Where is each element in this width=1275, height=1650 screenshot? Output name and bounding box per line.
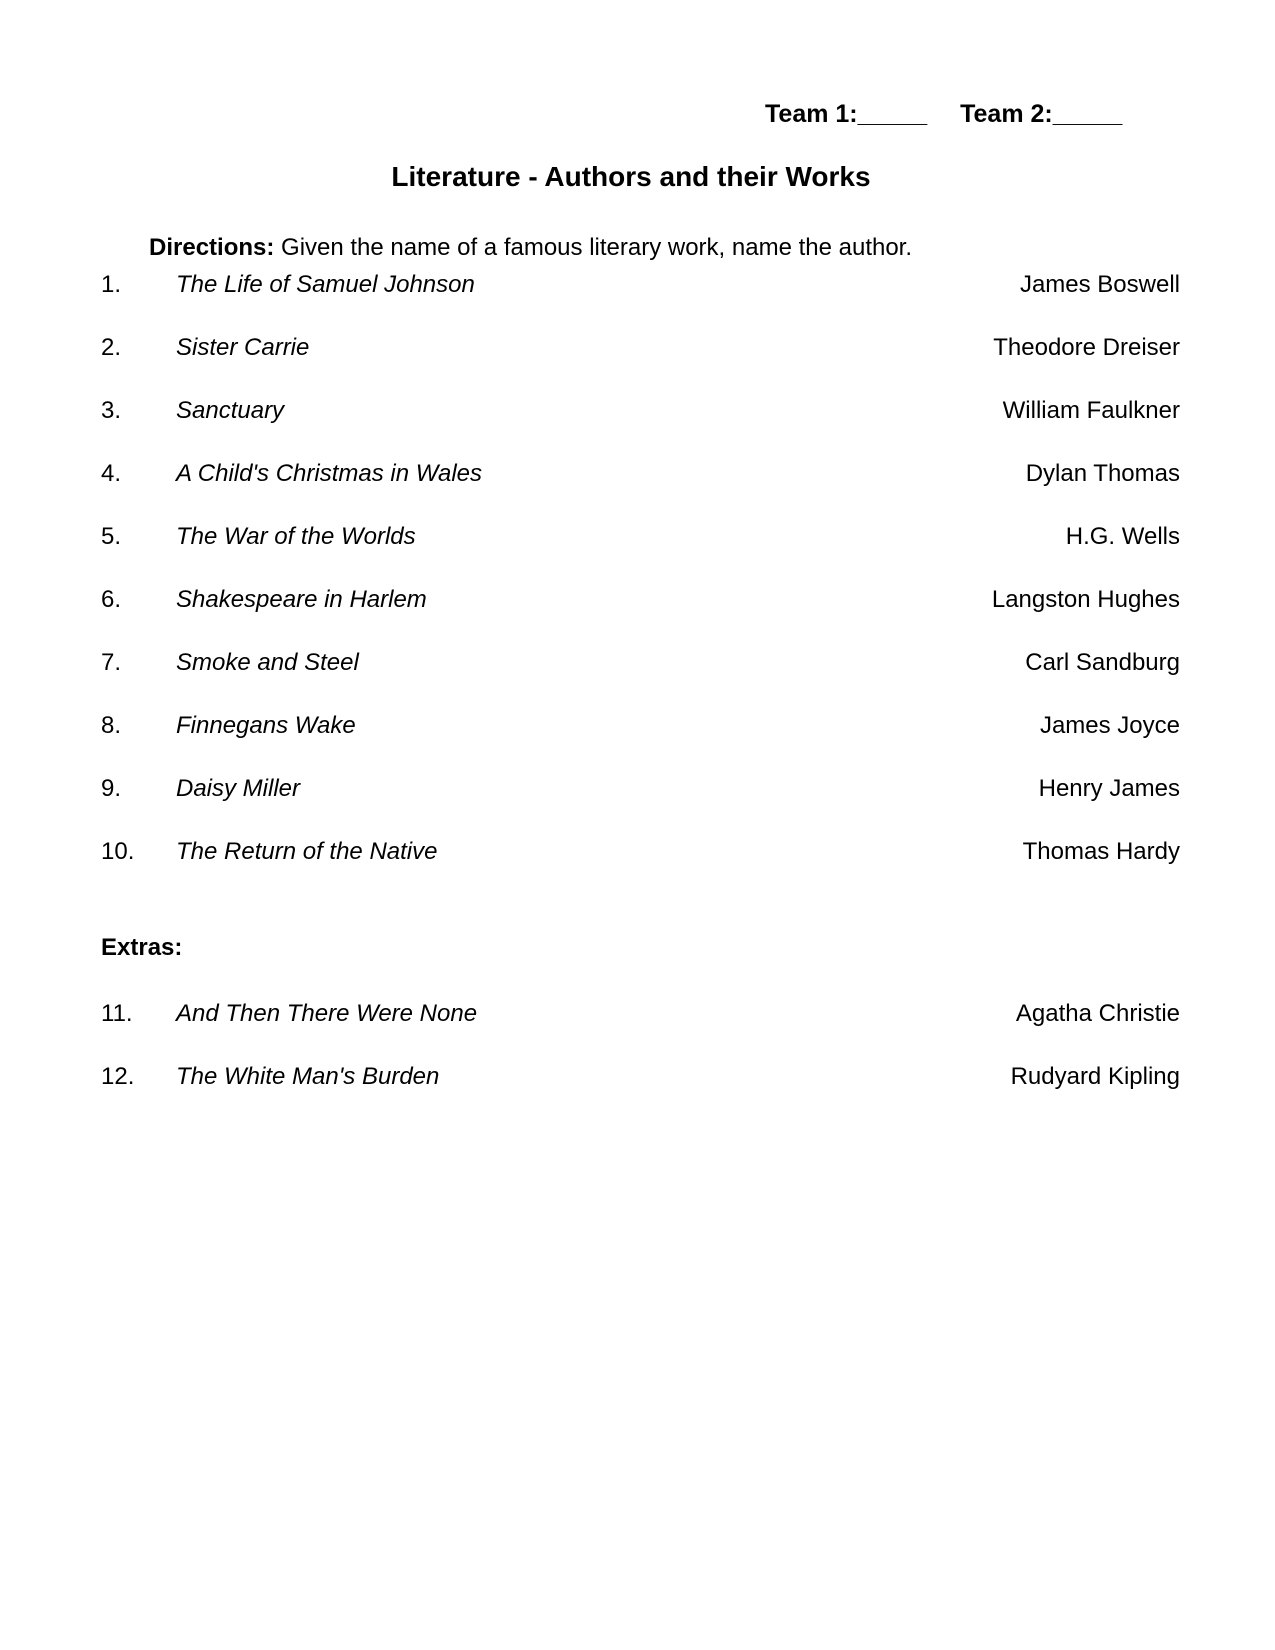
question-row: [101, 712, 1180, 746]
work-title: And Then There Were None: [176, 1000, 478, 1027]
work-title: Shakespeare in Harlem: [176, 586, 427, 613]
question-row: [101, 775, 1180, 809]
question-row: [101, 649, 1180, 683]
team-2-label: Team 2:_____: [960, 100, 1123, 128]
question-row: [101, 334, 1180, 368]
question-row: [101, 838, 1180, 872]
question-number: 8.: [101, 712, 122, 739]
work-title: Sanctuary: [176, 397, 285, 424]
extra-question-row: [101, 1063, 1180, 1097]
question-number: 1.: [101, 271, 122, 298]
question-number: 12.: [101, 1063, 135, 1090]
question-row: [101, 586, 1180, 620]
question-number: 11.: [101, 1000, 133, 1027]
author-answer: Langston Hughes: [991, 586, 1180, 613]
team-score-header: [765, 100, 1122, 129]
author-answer: Rudyard Kipling: [1010, 1063, 1180, 1090]
question-number: 3.: [101, 397, 122, 424]
work-title: Finnegans Wake: [176, 712, 356, 739]
directions: [149, 234, 912, 262]
work-title: The Life of Samuel Johnson: [176, 271, 475, 298]
author-answer: Carl Sandburg: [1025, 649, 1180, 676]
work-title: The White Man's Burden: [176, 1063, 440, 1090]
author-answer: William Faulkner: [1002, 397, 1180, 424]
page-title: Literature - Authors and their Works: [391, 161, 871, 192]
author-answer: Thomas Hardy: [1022, 838, 1180, 865]
author-answer: Theodore Dreiser: [993, 334, 1180, 361]
question-row: [101, 397, 1180, 431]
work-title: Sister Carrie: [176, 334, 310, 361]
author-answer: Agatha Christie: [1015, 1000, 1180, 1027]
question-number: 10.: [101, 838, 135, 865]
question-number: 7.: [101, 649, 122, 676]
author-answer: Dylan Thomas: [1025, 460, 1180, 487]
question-row: [101, 460, 1180, 494]
work-title: Smoke and Steel: [176, 649, 359, 676]
question-row: [101, 271, 1180, 305]
work-title: Daisy Miller: [176, 775, 301, 802]
question-number: 4.: [101, 460, 122, 487]
question-number: 6.: [101, 586, 122, 613]
question-number: 5.: [101, 523, 122, 550]
question-row: [101, 523, 1180, 557]
work-title: The War of the Worlds: [176, 523, 416, 550]
author-answer: James Joyce: [1039, 712, 1180, 739]
author-answer: James Boswell: [1019, 271, 1180, 298]
question-number: 9.: [101, 775, 122, 802]
author-answer: Henry James: [1038, 775, 1180, 802]
question-number: 2.: [101, 334, 122, 361]
directions-text: Given the name of a famous literary work, name the author.: [274, 234, 913, 261]
extra-question-row: [101, 1000, 1180, 1034]
team-1-label: Team 1:_____: [765, 100, 928, 128]
directions-label: Directions:: [149, 234, 275, 261]
author-answer: H.G. Wells: [1065, 523, 1180, 550]
extras-heading: Extras:: [101, 934, 183, 961]
work-title: The Return of the Native: [176, 838, 438, 865]
work-title: A Child's Christmas in Wales: [176, 460, 482, 487]
